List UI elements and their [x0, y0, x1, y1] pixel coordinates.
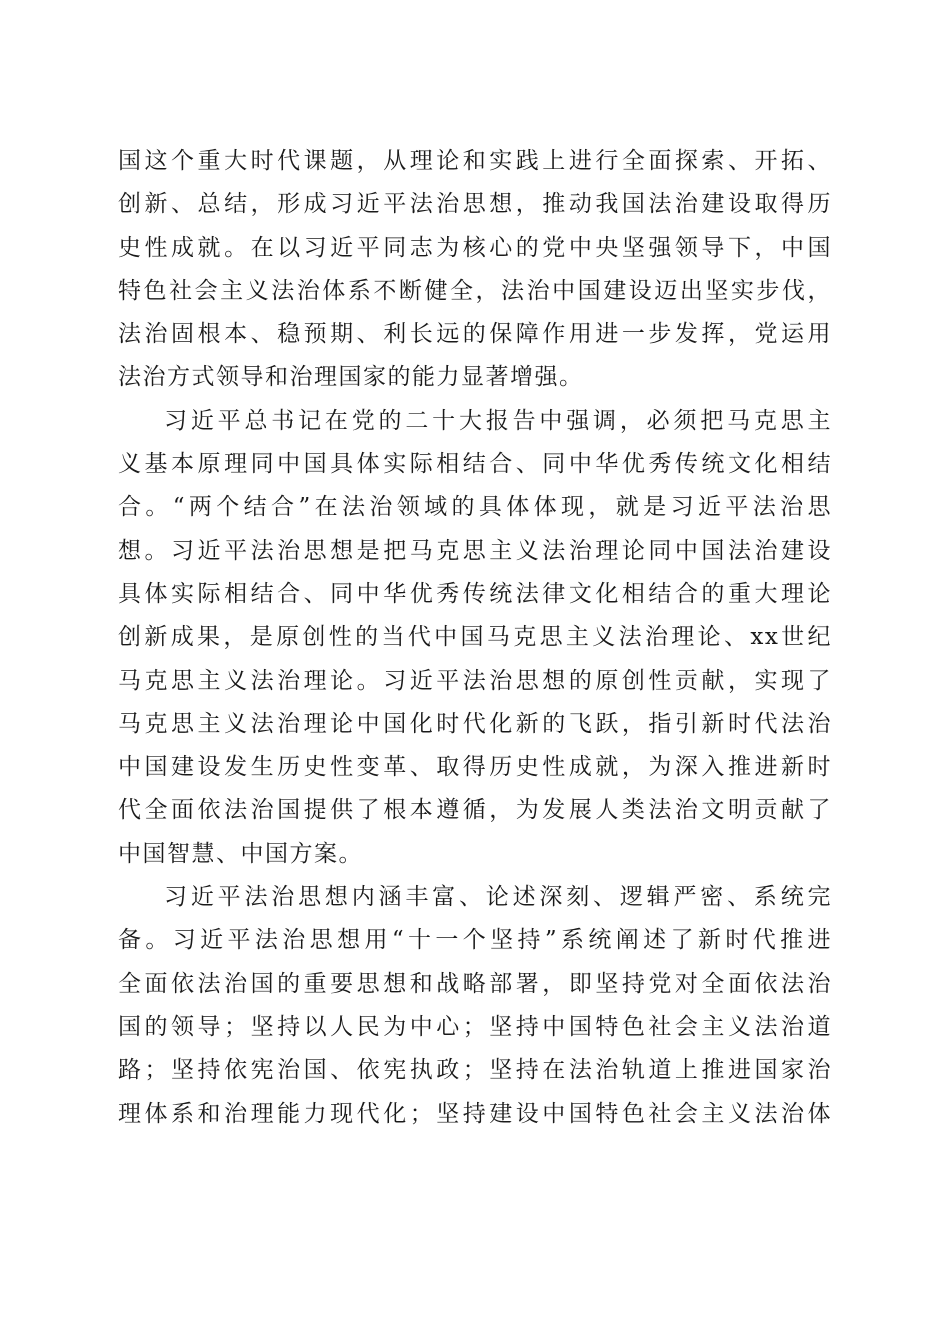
- text-line: 法治方式领导和治理国家的能力显著增强。: [118, 364, 584, 391]
- text-line: 法治固根本、稳预期、利长远的保障作用进一步发挥，党运用: [118, 321, 832, 348]
- paragraph-first-line: 习近平法治思想内涵丰富、论述深刻、逻辑严密、系统完: [164, 884, 832, 911]
- text-line: 马克思主义法治理论。习近平法治思想的原创性贡献，实现了: [118, 667, 832, 694]
- text-line: 马克思主义法治理论中国化时代化新的飞跃，指引新时代法治: [118, 710, 832, 737]
- paragraph-first-line: 习近平总书记在党的二十大报告中强调，必须把马克思主: [164, 407, 832, 434]
- text-line: 想。习近平法治思想是把马克思主义法治理论同中国法治建设: [118, 537, 832, 564]
- text-line: 创新成果，是原创性的当代中国马克思主义法治理论、xx世纪: [118, 624, 832, 651]
- text-line: 国的领导；坚持以人民为中心；坚持中国特色社会主义法治道: [118, 1013, 832, 1040]
- document-body: [118, 140, 832, 1136]
- text-line: 创新、总结，形成习近平法治思想，推动我国法治建设取得历: [118, 191, 832, 218]
- text-line: 理体系和治理能力现代化；坚持建设中国特色社会主义法治体: [118, 1100, 832, 1127]
- text-line: 备。习近平法治思想用“十一个坚持”系统阐述了新时代推进: [118, 927, 832, 954]
- text-line: 全面依法治国的重要思想和战略部署，即坚持党对全面依法治: [118, 970, 832, 997]
- text-line: 史性成就。在以习近平同志为核心的党中央坚强领导下，中国: [118, 234, 832, 261]
- text-line: 合。“两个结合”在法治领域的具体体现，就是习近平法治思: [118, 494, 832, 521]
- text-line: 具体实际相结合、同中华优秀传统法律文化相结合的重大理论: [118, 580, 832, 607]
- text-line: 路；坚持依宪治国、依宪执政；坚持在法治轨道上推进国家治: [118, 1057, 832, 1084]
- text-line: 义基本原理同中国具体实际相结合、同中华优秀传统文化相结: [118, 451, 832, 478]
- text-line: 特色社会主义法治体系不断健全，法治中国建设迈出坚实步伐，: [118, 277, 832, 304]
- text-line: 国这个重大时代课题，从理论和实践上进行全面探索、开拓、: [118, 148, 832, 174]
- text-line: 中国智慧、中国方案。: [118, 840, 363, 867]
- text-line: 代全面依法治国提供了根本遵循，为发展人类法治文明贡献了: [118, 797, 832, 824]
- text-line: 中国建设发生历史性变革、取得历史性成就，为深入推进新时: [118, 754, 832, 781]
